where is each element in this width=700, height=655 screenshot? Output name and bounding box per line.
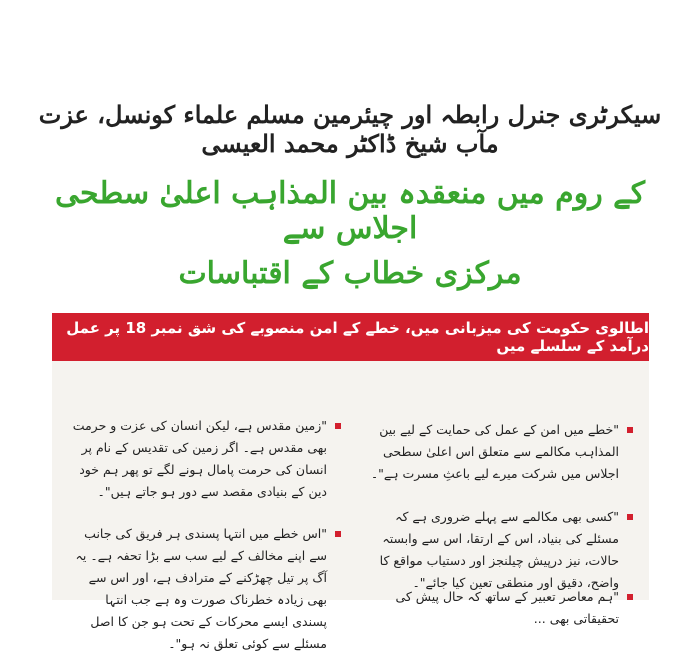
title-line-3: مرکزی خطاب کے اقتباسات bbox=[178, 256, 522, 291]
quote-item: "زمین مقدس ہے، لیکن انسان کی عزت و حرمت بھی مقدس ہے۔ اگر زمین کی تقدیس کے نام پر انسان کی حرمت پامال ہونے لگے تو پھر ہم خود دین کے بنیادی مقصد سے دور ہو جاتے ہیں"۔ bbox=[72, 415, 341, 503]
header bbox=[20, 100, 680, 291]
quote-item: "ہم معاصر تعبیر کے ساتھ کہ حال پیش کی تحقیقاتی بھی ... bbox=[364, 586, 633, 630]
context-banner bbox=[52, 313, 649, 361]
quote-item: "اس خطے میں انتہا پسندی ہر فریق کی جانب سے اپنے مخالف کے لیے سب سے بڑا تحفہ ہے۔ یہ آگ پر تیل چھڑکنے کے مترادف ہے، اور اس سے بھی زیادہ خطرناک صورت وہ ہے جب انتہا پسندی ایسے محرکات کے تحت ہو جن کا اصل مسئلے سے کوئی تعلق نہ ہو"۔ bbox=[72, 523, 341, 655]
quote-item: "خطے میں امن کے عمل کی حمایت کے لیے بین المذاہب مکالمے سے متعلق اس اعلیٰ سطحی اجلاس میں شرکت میرے لیے باعثِ مسرت ہے"۔ bbox=[364, 419, 633, 485]
title-line-1: سیکرٹری جنرل رابطہ اور چیئرمین مسلم علماء کونسل، عزت مآب شیخ ڈاکٹر محمد العیسی bbox=[38, 100, 662, 158]
context-banner-text: اطالوی حکومت کی میزبانی میں، خطے کے امن منصوبے کی شق نمبر 18 پر عمل درآمد کے سلسلے میں bbox=[66, 319, 649, 355]
quote-item: "کسی بھی مکالمے سے پہلے ضروری ہے کہ مسئلے کی بنیاد، اس کے ارتقا، اس سے وابستہ حالات، نیز درپیش چیلنجز اور دستیاب مواقع کا واضح، دقیق اور منطقی تعین کیا جائے"۔ bbox=[364, 506, 633, 594]
quotes-panel bbox=[52, 361, 649, 651]
title-line-2: کے روم میں منعقدہ بین المذاہب اعلیٰ سطحی اجلاس سے bbox=[54, 176, 646, 246]
